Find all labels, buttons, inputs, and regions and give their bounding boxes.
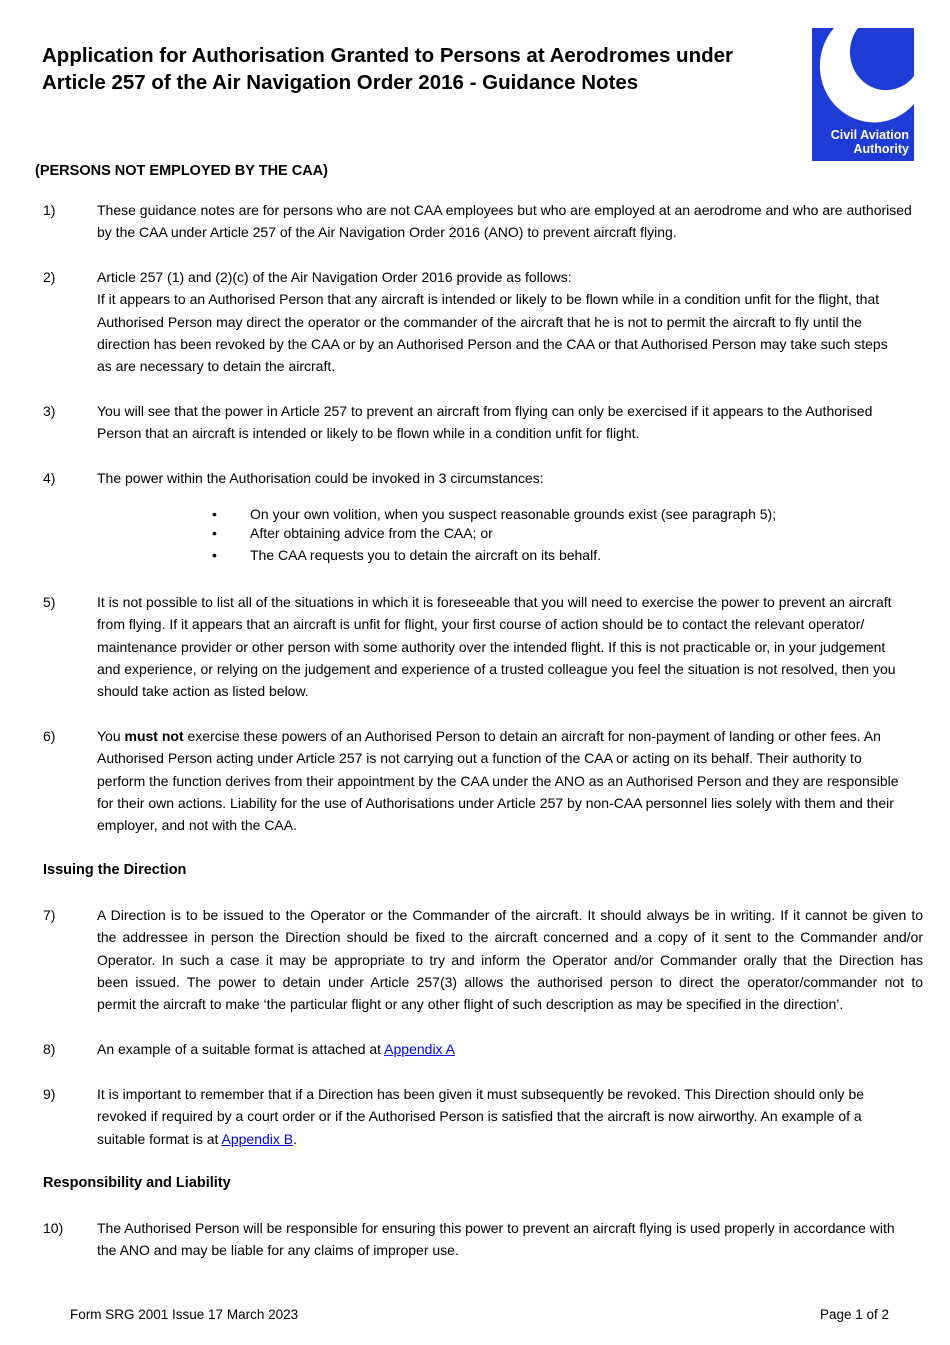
list-item: • On your own volition, when you suspect reasonable grounds exist (see paragraph 5);	[212, 505, 776, 524]
paragraph-line: maintenance provider or other person with some authority over the intended flight. If this is not practicable or, in your judgement	[97, 638, 886, 655]
appendix-a-link[interactable]: Appendix A	[384, 1041, 456, 1057]
logo-line-2: Authority	[853, 142, 909, 156]
heading-responsibility-liability: Responsibility and Liability	[43, 1175, 231, 1191]
paragraph-line: Operator. In such a case it may be appropriate to try and inform the Operator and/or Commander orally that the Direction has	[97, 951, 923, 968]
paragraph-line: direction has been revoked by the CAA or by an Authorised Person and the CAA or that Authorised Person may take such steps	[97, 335, 888, 352]
paragraph-line: A Direction is to be issued to the Operator or the Commander of the aircraft. It should always be in writing. If it cannot be given to	[97, 907, 923, 923]
paragraph-number: 8)	[43, 1041, 56, 1057]
list-item: • The CAA requests you to detain the aircraft on its behalf.	[212, 546, 776, 565]
paragraph-number: 3)	[43, 403, 56, 419]
form-reference: Form SRG 2001 Issue 17 March 2023	[70, 1307, 299, 1322]
paragraph-8	[43, 1038, 923, 1060]
appendix-b-link[interactable]: Appendix B	[221, 1130, 294, 1147]
paragraph-line: for their own actions. Liability for the use of Authorisations under Article 257 by non-CAA personnel lies solely with them and their	[97, 794, 894, 811]
heading-issuing-direction: Issuing the Direction	[43, 862, 187, 878]
paragraph-line	[97, 725, 923, 747]
paragraph-line: Authorised Person may direct the operator or the commander of the aircraft that he is not to permit the aircraft to fly until the	[97, 313, 862, 330]
text-run: You	[97, 728, 125, 744]
text-run: exercise these powers of an Authorised Person to detain an aircraft for non-payment of landing or other fees. An	[183, 728, 881, 744]
emphasis-must-not: must not	[124, 728, 184, 744]
paragraph-line: permit the aircraft to make ‘the particular flight or any other flight of such description as may be specified in the direction’.	[97, 996, 844, 1013]
paragraph-line: employer, and not with the CAA.	[97, 817, 297, 834]
paragraph-line: These guidance notes are for persons who are not CAA employees but who are employed at an aerodrome and who are authorised	[97, 202, 912, 218]
paragraph-line: Authorised Person acting under Article 257 is not carrying out a function of the CAA or acting on its behalf. Their authority to	[97, 750, 862, 767]
paragraph-line	[97, 1038, 923, 1060]
paragraph-line: Article 257 (1) and (2)(c) of the Air Navigation Order 2016 provide as follows:	[97, 269, 572, 285]
section-subtitle: (PERSONS NOT EMPLOYED BY THE CAA)	[35, 163, 328, 179]
document-title	[42, 42, 802, 96]
paragraph-line: been issued. The power to detain under Article 257(3) allows the authorised person to direct the operator/commander not to	[97, 973, 923, 990]
paragraph-1	[43, 199, 923, 244]
paragraph-number: 5)	[43, 594, 56, 610]
paragraph-line: Person that an aircraft is intended or likely to be flown while in a condition unfit for flight.	[97, 425, 640, 442]
text-run: An example of a suitable format is attached at	[97, 1041, 385, 1057]
paragraph-line	[97, 1128, 923, 1150]
paragraph-2	[43, 266, 923, 377]
title-line-2: Article 257 of the Air Navigation Order 2016 - Guidance Notes	[42, 71, 639, 94]
paragraph-line: the addressee in person the Direction should be fixed to the aircraft concerned and a copy of it sent to the Commander and/or	[97, 929, 923, 946]
paragraph-4	[43, 467, 923, 489]
title-line-1: Application for Authorisation Granted to Persons at Aerodromes under	[42, 44, 733, 67]
paragraph-line: by the CAA under Article 257 of the Air Navigation Order 2016 (ANO) to prevent aircraft flying.	[97, 224, 677, 241]
paragraph-6	[43, 725, 923, 836]
paragraph-number: 6)	[43, 728, 56, 744]
text-run: suitable format is at	[97, 1130, 222, 1147]
paragraph-line: You will see that the power in Article 257 to prevent an aircraft from flying can only be exercised if it appears to the Authorised	[97, 403, 873, 419]
paragraph-line: the ANO and may be liable for any claims of improper use.	[97, 1242, 459, 1259]
paragraph-3	[43, 400, 923, 445]
logo-line-1: Civil Aviation	[830, 128, 909, 142]
paragraph-line: The Authorised Person will be responsible for ensuring this power to prevent an aircraft flying is used properly in accordance with	[97, 1220, 895, 1236]
paragraph-10	[43, 1217, 923, 1262]
paragraph-line: as are necessary to detain the aircraft.	[97, 358, 336, 375]
paragraph-number: 1)	[43, 202, 56, 218]
paragraph-line: If it appears to an Authorised Person that any aircraft is intended or likely to be flown while in a condition unfit for the flight, that	[97, 291, 880, 308]
paragraph-number: 7)	[43, 907, 56, 923]
paragraph-line: should take action as listed below.	[97, 683, 309, 700]
paragraph-9	[43, 1083, 923, 1150]
paragraph-line: The power within the Authorisation could be invoked in 3 circumstances:	[97, 470, 544, 486]
paragraph-line: from flying. If it appears that an aircraft is unfit for flight, your first course of action should be to contact the relevant operator/	[97, 616, 865, 633]
paragraph-line: perform the function derives from their appointment by the CAA under the ANO as an Authorised Person and they are responsible	[97, 772, 899, 789]
circumstance-list	[212, 505, 776, 565]
paragraph-line: and experience, or relying on the judgement and experience of a trusted colleague you feel the situation is not resolved, then you	[97, 660, 896, 677]
list-item: • After obtaining advice from the CAA; or	[212, 524, 776, 543]
paragraph-line: It is important to remember that if a Direction has been given it must subsequently be revoked. This Direction should only be	[97, 1086, 865, 1102]
paragraph-line: revoked if required by a court order or if the Authorised Person is satisfied that the aircraft is now airworthy. An example of a	[97, 1108, 862, 1125]
paragraph-number: 10)	[43, 1220, 64, 1236]
text-run: .	[293, 1130, 298, 1147]
caa-logo-text	[831, 128, 909, 156]
paragraph-number: 4)	[43, 470, 56, 486]
paragraph-5	[43, 591, 923, 702]
paragraph-number: 9)	[43, 1086, 56, 1102]
paragraph-number: 2)	[43, 269, 56, 285]
paragraph-line: It is not possible to list all of the situations in which it is foreseeable that you will need to exercise the power to prevent an aircraft	[97, 594, 892, 610]
page-number: Page 1 of 2	[819, 1307, 889, 1322]
caa-logo	[812, 28, 914, 161]
paragraph-7	[43, 904, 923, 1015]
